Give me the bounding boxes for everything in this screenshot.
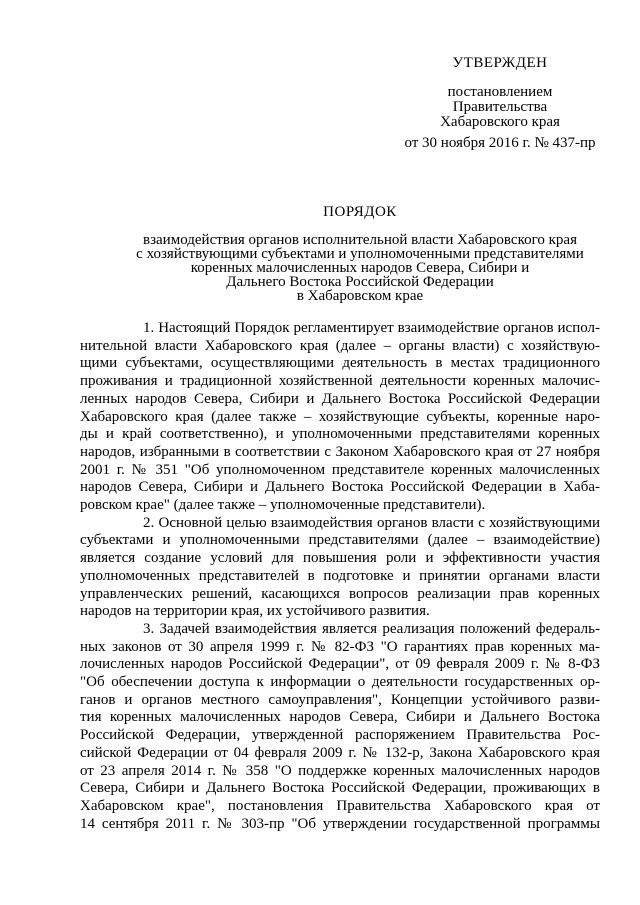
text-line: народов на территории края, их устойчивого развития.	[80, 603, 430, 620]
text-line: щими субъектами, осуществляющими деятельность в местах традиционного	[80, 355, 600, 372]
text-line: тия коренных малочисленных народов Севера, Сибири и Дальнего Востока	[80, 709, 600, 726]
approval-title: УТВЕРЖДЕН	[452, 55, 548, 71]
text-line: субъектами и уполномоченными представителями (далее – взаимодействие)	[80, 532, 600, 549]
text-line: Российской Федерации, утвержденной распоряжением Правительства Рос-	[80, 727, 600, 744]
approval-line: Правительства	[452, 99, 548, 115]
heading-line: Дальнего Востока Российской Федерации	[226, 274, 494, 290]
text-line: сийской Федерации от 04 февраля 2009 г. № 132-р, Закона Хабаровского края	[80, 744, 600, 761]
approval-stamp	[400, 56, 600, 151]
text-line: Севера, Сибири и Дальнего Востока Российской Федерации, проживающих в	[80, 780, 600, 797]
text-line: 3. Задачей взаимодействия является реализация положений федераль-	[143, 620, 600, 637]
text-line: Хабаровского края (далее также – хозяйствующие субъекты, коренные наро-	[80, 408, 600, 425]
paragraph-3	[80, 621, 600, 833]
text-line: Хабаровском крае", постановления Правительства Хабаровского края от	[80, 797, 600, 814]
text-line: ды и край соответственно), и уполномоченными представителями коренных	[80, 426, 600, 443]
text-line: ленных народов Севера, Сибири и Дальнего Востока Российской Федерации	[80, 390, 600, 407]
approval-line: постановлением	[447, 84, 553, 100]
heading-line: с хозяйствующими субъектами и уполномоченными представителями	[136, 246, 584, 262]
document-title: ПОРЯДОК	[323, 204, 397, 220]
text-line: народов Севера, Сибири и Дальнего Востока Российской Федерации в Хаба-	[80, 479, 600, 496]
text-line: проживания и традиционной хозяйственной деятельности коренных малочис-	[80, 373, 600, 390]
heading-line: коренных малочисленных народов Севера, Сибири и	[190, 260, 530, 276]
paragraph-1	[80, 320, 600, 515]
text-line: народов, избранными в соответствии с Законом Хабаровского края от 27 ноября	[80, 443, 600, 460]
heading-line: в Хабаровском крае	[296, 288, 424, 304]
text-line: является создание условий для повышения роли и эффективности участия	[80, 550, 600, 567]
text-line: "Об обеспечении доступа к информации о деятельности государственных ор-	[80, 674, 600, 691]
text-line: ных законов от 30 апреля 1999 г. № 82-ФЗ "О гарантиях прав коренных ма-	[80, 638, 600, 655]
text-line: 2001 г. № 351 "Об уполномоченном представителе коренных малочисленных	[80, 461, 600, 478]
text-line: 14 сентября 2011 г. № 303-пр "Об утверждении государственной программы	[80, 815, 600, 832]
approval-line: Хабаровского края	[440, 114, 560, 130]
approval-date: от 30 ноября 2016 г. № 437-пр	[404, 135, 596, 151]
text-line: нительной власти Хабаровского края (далее – органы власти) с хозяйствую-	[80, 337, 600, 354]
text-line: управленческих решений, касающихся вопросов реализации прав коренных	[80, 585, 600, 602]
document-heading	[100, 205, 620, 303]
text-line: ровском крае" (далее также – уполномоченные представители).	[80, 497, 486, 514]
document-body	[80, 320, 600, 833]
text-line: от 23 апреля 2014 г. № 358 "О поддержке коренных малочисленных народов	[80, 762, 600, 779]
text-line: ганов и органов местного самоуправления", Концепции устойчивого разви-	[80, 691, 600, 708]
text-line: уполномоченных представителей в подготовке и принятии органами власти	[80, 567, 600, 584]
paragraph-2	[80, 515, 600, 621]
text-line: лочисленных народов Российской Федерации", от 09 февраля 2009 г. № 8-ФЗ	[80, 656, 600, 673]
text-line: 2. Основной целью взаимодействия органов власти с хозяйствующими	[143, 514, 600, 531]
text-line: 1. Настоящий Порядок регламентирует взаимодействие органов испол-	[143, 320, 600, 336]
heading-line: взаимодействия органов исполнительной власти Хабаровского края	[143, 232, 577, 248]
